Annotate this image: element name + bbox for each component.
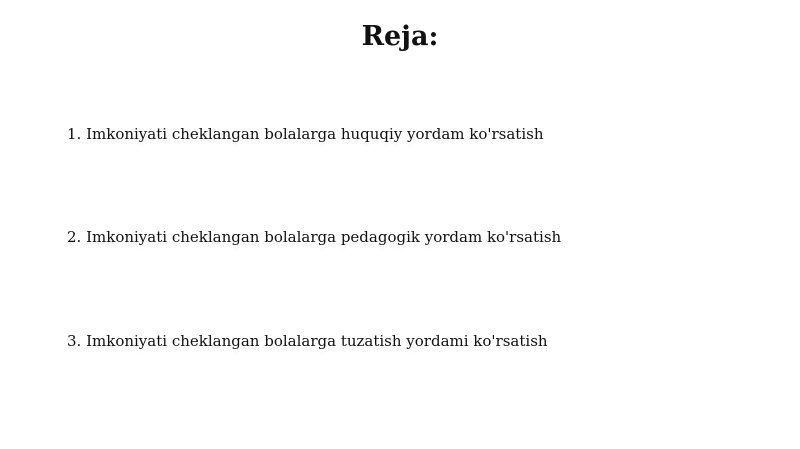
slide-title: Reja: <box>361 21 439 52</box>
plan-item-3: 3. Imkoniyati cheklangan bolalarga tuzatish yordami ko'rsatish <box>67 332 548 350</box>
plan-item-2: 2. Imkoniyati cheklangan bolalarga pedagogik yordam ko'rsatish <box>67 228 562 246</box>
plan-item-1: 1. Imkoniyati cheklangan bolalarga huquqiy yordam ko'rsatish <box>67 125 544 143</box>
